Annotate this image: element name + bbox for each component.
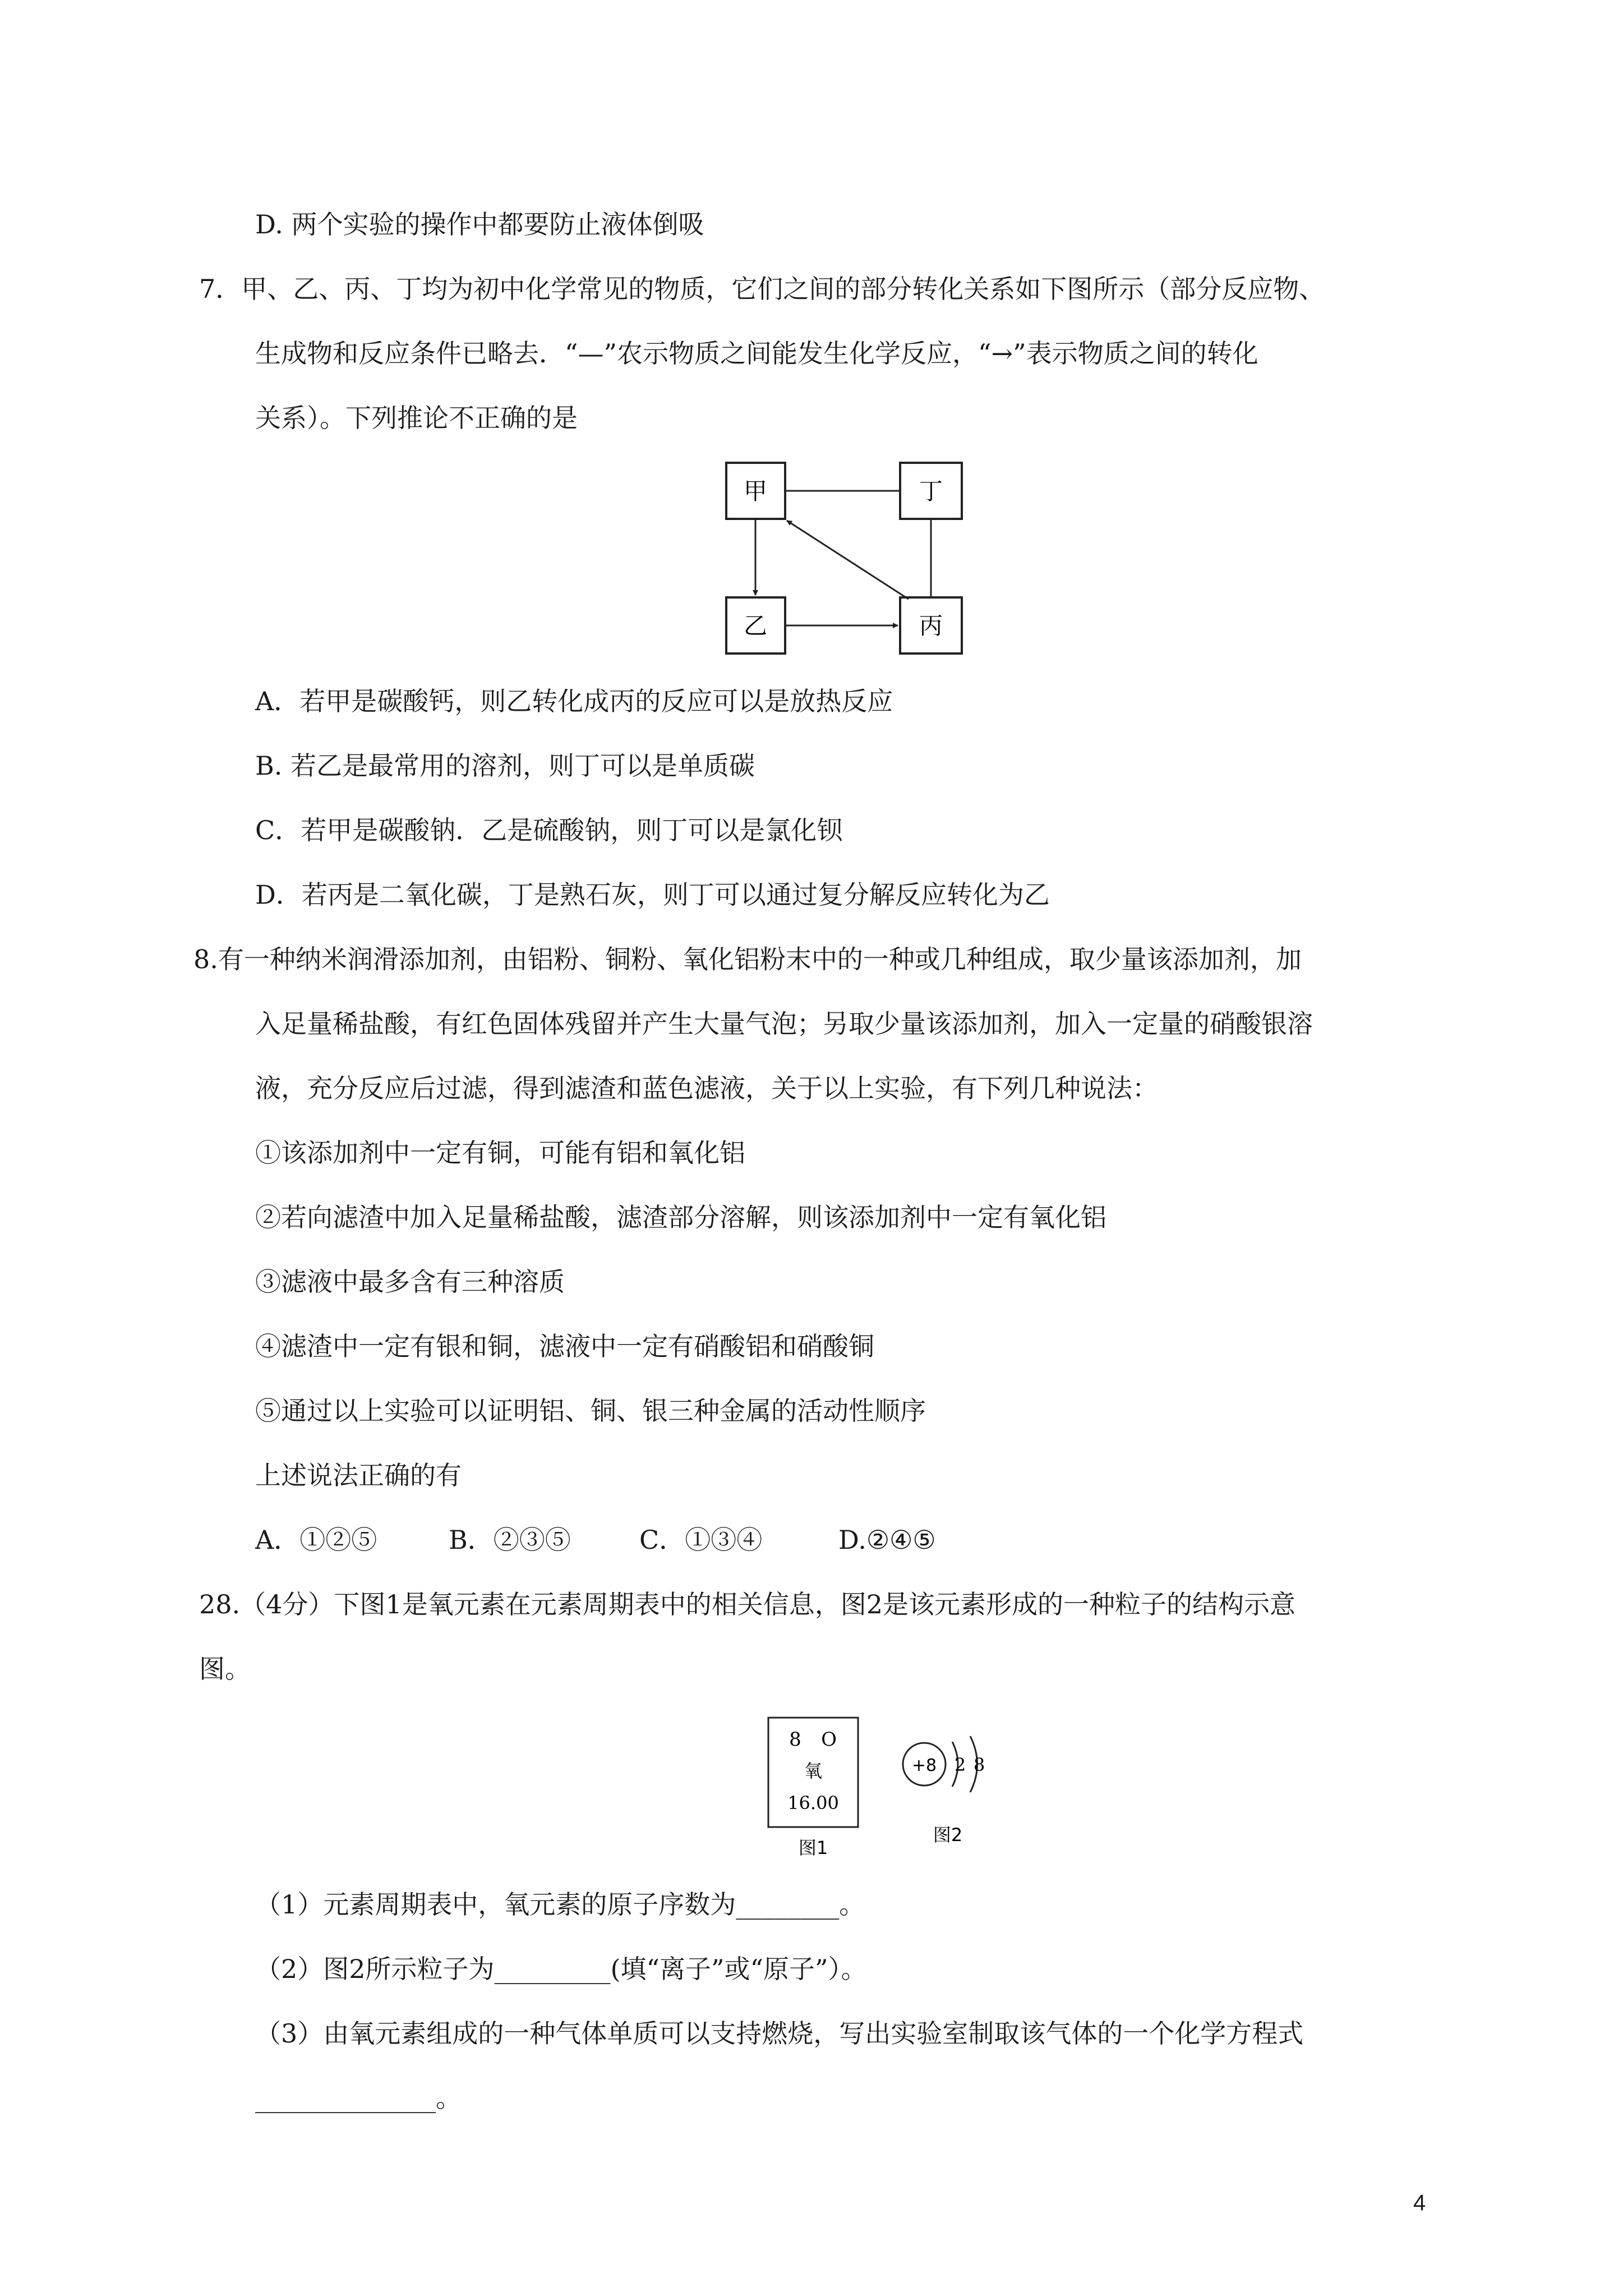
q28-stem-line1: 28.（4分）下图1是氧元素在元素周期表中的相关信息，图2是该元素形成的一种粒子的结构示意 <box>199 1589 1295 1619</box>
fig2-shell-1-electrons: 2 <box>954 1754 966 1775</box>
q28-stem-line2: 图。 <box>199 1654 251 1684</box>
q7-stem-line3: 关系）。下列推论不正确的是 <box>255 403 578 433</box>
q6-option-d: D. 两个实验的操作中都要防止液体倒吸 <box>255 209 704 240</box>
fig1-atomic-number: 8 <box>789 1728 801 1751</box>
fig2-nucleus-charge: +8 <box>911 1756 937 1775</box>
fig1-atomic-mass: 16.00 <box>787 1792 839 1814</box>
fig1-caption: 图1 <box>798 1837 828 1858</box>
label-yi: 乙 <box>743 612 768 639</box>
q8-ask: 上述说法正确的有 <box>255 1460 462 1490</box>
q28-sub3-blank: ______________。 <box>255 2083 462 2113</box>
label-jia: 甲 <box>743 477 768 505</box>
q8-stem-line1: 8.有一种纳米润滑添加剂，由铝粉、铜粉、氧化铝粉末中的一种或几种组成，取少量该添加剂，加 <box>193 944 1302 974</box>
q8-statement-1: ①该添加剂中一定有铜，可能有铝和氧化铝 <box>255 1138 745 1168</box>
q7-conversion-diagram <box>718 454 987 662</box>
q8-statement-2: ②若向滤渣中加入足量稀盐酸，滤渣部分溶解，则该添加剂中一定有氧化铝 <box>255 1202 1106 1232</box>
q8-statement-4: ④滤渣中一定有银和铜，滤液中一定有硝酸铝和硝酸铜 <box>255 1331 874 1361</box>
q8-statement-5: ⑤通过以上实验可以证明铝、铜、银三种金属的活动性顺序 <box>255 1396 926 1426</box>
q8-statement-3: ③滤液中最多含有三种溶质 <box>255 1267 565 1297</box>
fig1-element-name: 氧 <box>804 1760 823 1782</box>
q28-sub3: （3）由氧元素组成的一种气体单质可以支持燃烧，写出实验室制取该气体的一个化学方程式 <box>255 2018 1304 2049</box>
page-number: 4 <box>1413 2191 1426 2215</box>
q7-stem-line2: 生成物和反应条件已略去．“—”农示物质之间能发生化学反应，“→”表示物质之间的转化 <box>255 338 1258 369</box>
q7-option-b: B. 若乙是最常用的溶剂，则丁可以是单质碳 <box>255 751 755 781</box>
q7-stem-line1: 7．甲、乙、丙、丁均为初中化学常见的物质，它们之间的部分转化关系如下图所示（部分反应物、 <box>199 274 1325 304</box>
label-ding: 丁 <box>919 477 943 505</box>
q7-option-d: D．若丙是二氧化碳，丁是熟石灰，则丁可以通过复分解反应转化为乙 <box>255 880 1050 910</box>
label-bing: 丙 <box>919 612 943 639</box>
q8-choice-d: D.②④⑤ <box>838 1525 936 1555</box>
q7-option-a: A．若甲是碳酸钙，则乙转化成丙的反应可以是放热反应 <box>255 686 893 716</box>
q8-choice-b: B．②③⑤ <box>449 1525 571 1555</box>
q28-sub1: （1）元素周期表中，氧元素的原子序数为________。 <box>255 1889 865 1920</box>
q7-option-c: C．若甲是碳酸钠．乙是硫酸钠，则丁可以是氯化钡 <box>255 815 843 845</box>
q8-choice-c: C．①③④ <box>639 1525 763 1555</box>
fig2-caption: 图2 <box>933 1824 963 1846</box>
q8-stem-line3: 液，充分反应后过滤，得到滤渣和蓝色滤液，关于以上实验，有下列几种说法： <box>255 1073 1158 1103</box>
arrow-bing-jia <box>787 521 909 599</box>
q8-stem-line2: 入足量稀盐酸，有红色固体残留并产生大量气泡；另取少量该添加剂，加入一定量的硝酸银溶 <box>255 1009 1313 1039</box>
q8-choice-a: A．①②⑤ <box>255 1525 377 1555</box>
q28-figures <box>763 1711 1015 1862</box>
fig1-symbol: O <box>821 1728 837 1751</box>
q28-sub2: （2）图2所示粒子为_________(填“离子”或“原子”）。 <box>255 1954 867 1984</box>
fig2-shell-2-electrons: 8 <box>973 1754 985 1775</box>
